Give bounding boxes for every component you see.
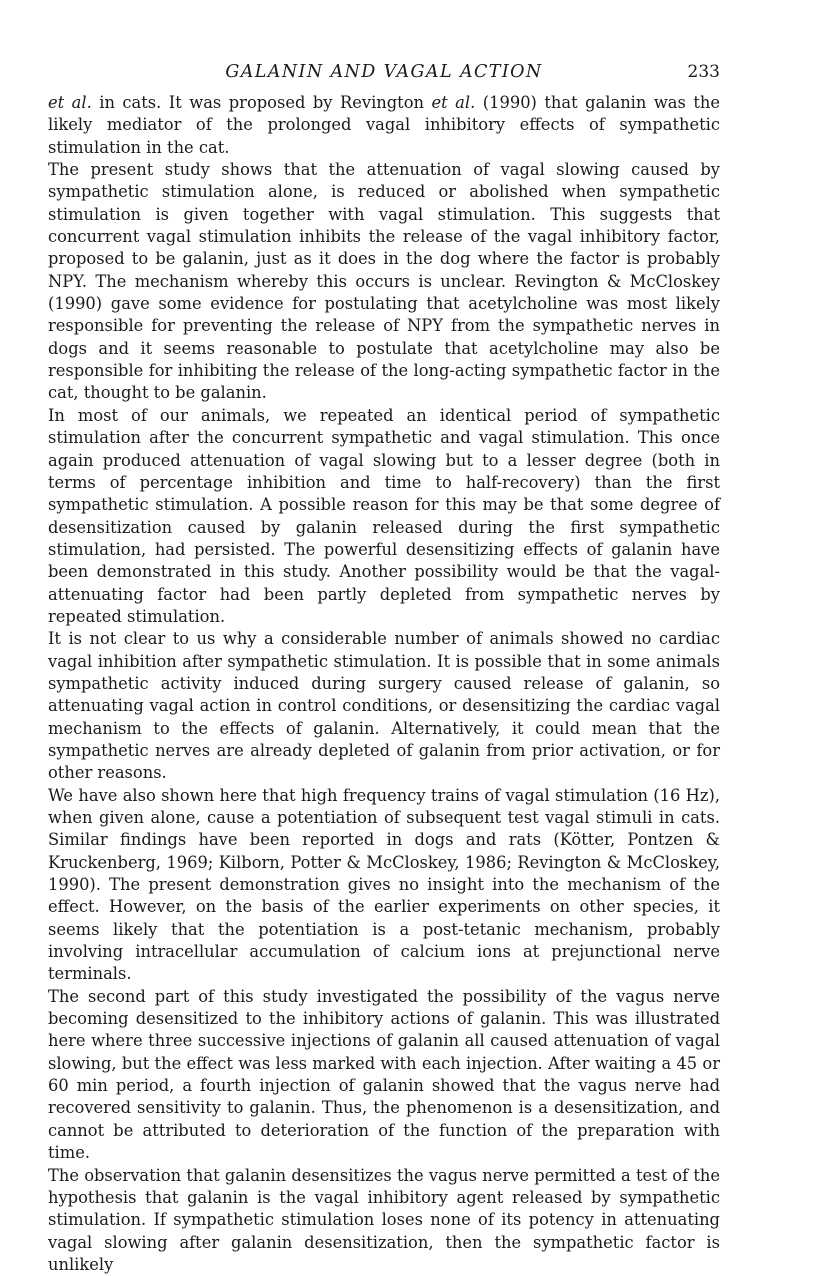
paragraph-3: In most of our animals, we repeated an identical period of sympathetic stimulation after the concurrent sympathetic and vagal stimulation. This once again produced attenuation of vagal slowing but to a lesser degree (both in terms of percentage inhibition and time to half-recovery) than the first sympathetic stimulation. A possible reason for this may be that some degree of desensitization caused by galanin released during the first sympathetic stimulation, had persisted. The powerful desensitizing effects of galanin have been demonstrated in this study. Another possibility would be that the vagal-attenuating factor had been partly depleted from sympathetic nerves by repeated stimulation. [48,405,720,628]
running-title: GALANIN AND VAGAL ACTION [48,62,720,82]
body-text [48,92,720,1276]
paragraph-6: The second part of this study investigated the possibility of the vagus nerve becoming desensitized to the inhibitory actions of galanin. This was illustrated here where three successive injections of galanin all caused attenuation of vagal slowing, but the effect was less marked with each injection. After waiting a 45 or 60 min period, a fourth injection of galanin showed that the vagus nerve had recovered sensitivity to galanin. Thus, the phenomenon is a desensitization, and cannot be attributed to deterioration of the function of the preparation with time. [48,986,720,1165]
paragraph-text: (1990) that galanin was the likely mediator of the prolonged vagal inhibitory effects of sympathetic stimulation in the cat. [48,93,720,157]
italic-et-al: et al. [432,93,476,112]
paragraph-1 [48,92,720,159]
running-header [48,62,720,88]
paragraph-7: The observation that galanin desensitizes the vagus nerve permitted a test of the hypothesis that galanin is the vagal inhibitory agent released by sympathetic stimulation. If sympathetic stimulation loses none of its potency in attenuating vagal slowing after galanin desensitization, then the sympathetic factor is unlikely [48,1165,720,1276]
paragraph-5: We have also shown here that high frequency trains of vagal stimulation (16 Hz), when given alone, cause a potentiation of subsequent test vagal stimuli in cats. Similar findings have been reported in dogs and rats (Kötter, Pontzen & Kruckenberg, 1969; Kilborn, Potter & McCloskey, 1986; Revington & McCloskey, 1990). The present demonstration gives no insight into the mechanism of the effect. However, on the basis of the earlier experiments on other species, it seems likely that the potentiation is a post-tetanic mechanism, probably involving intracellular accumulation of calcium ions at prejunctional nerve terminals. [48,785,720,986]
paragraph-4: It is not clear to us why a considerable number of animals showed no cardiac vagal inhibition after sympathetic stimulation. It is possible that in some animals sympathetic activity induced during surgery caused release of galanin, so attenuating vagal action in control conditions, or desensitizing the cardiac vagal mechanism to the effects of galanin. Alternatively, it could mean that the sympathetic nerves are already depleted of galanin from prior activation, or for other reasons. [48,628,720,784]
paragraph-2: The present study shows that the attenuation of vagal slowing caused by sympathetic stimulation alone, is reduced or abolished when sympathetic stimulation is given together with vagal stimulation. This suggests that concurrent vagal stimulation inhibits the release of the vagal inhibitory factor, proposed to be galanin, just as it does in the dog where the factor is probably NPY. The mechanism whereby this occurs is unclear. Revington & McCloskey (1990) gave some evidence for postulating that acetylcholine was most likely responsible for preventing the release of NPY from the sympathetic nerves in dogs and it seems reasonable to postulate that acetylcholine may also be responsible for inhibiting the release of the long-acting sympathetic factor in the cat, thought to be galanin. [48,159,720,405]
journal-page [48,62,720,1276]
paragraph-text: in cats. It was proposed by Revington [92,93,432,112]
page-number: 233 [688,62,720,82]
italic-et-al: et al. [48,93,92,112]
